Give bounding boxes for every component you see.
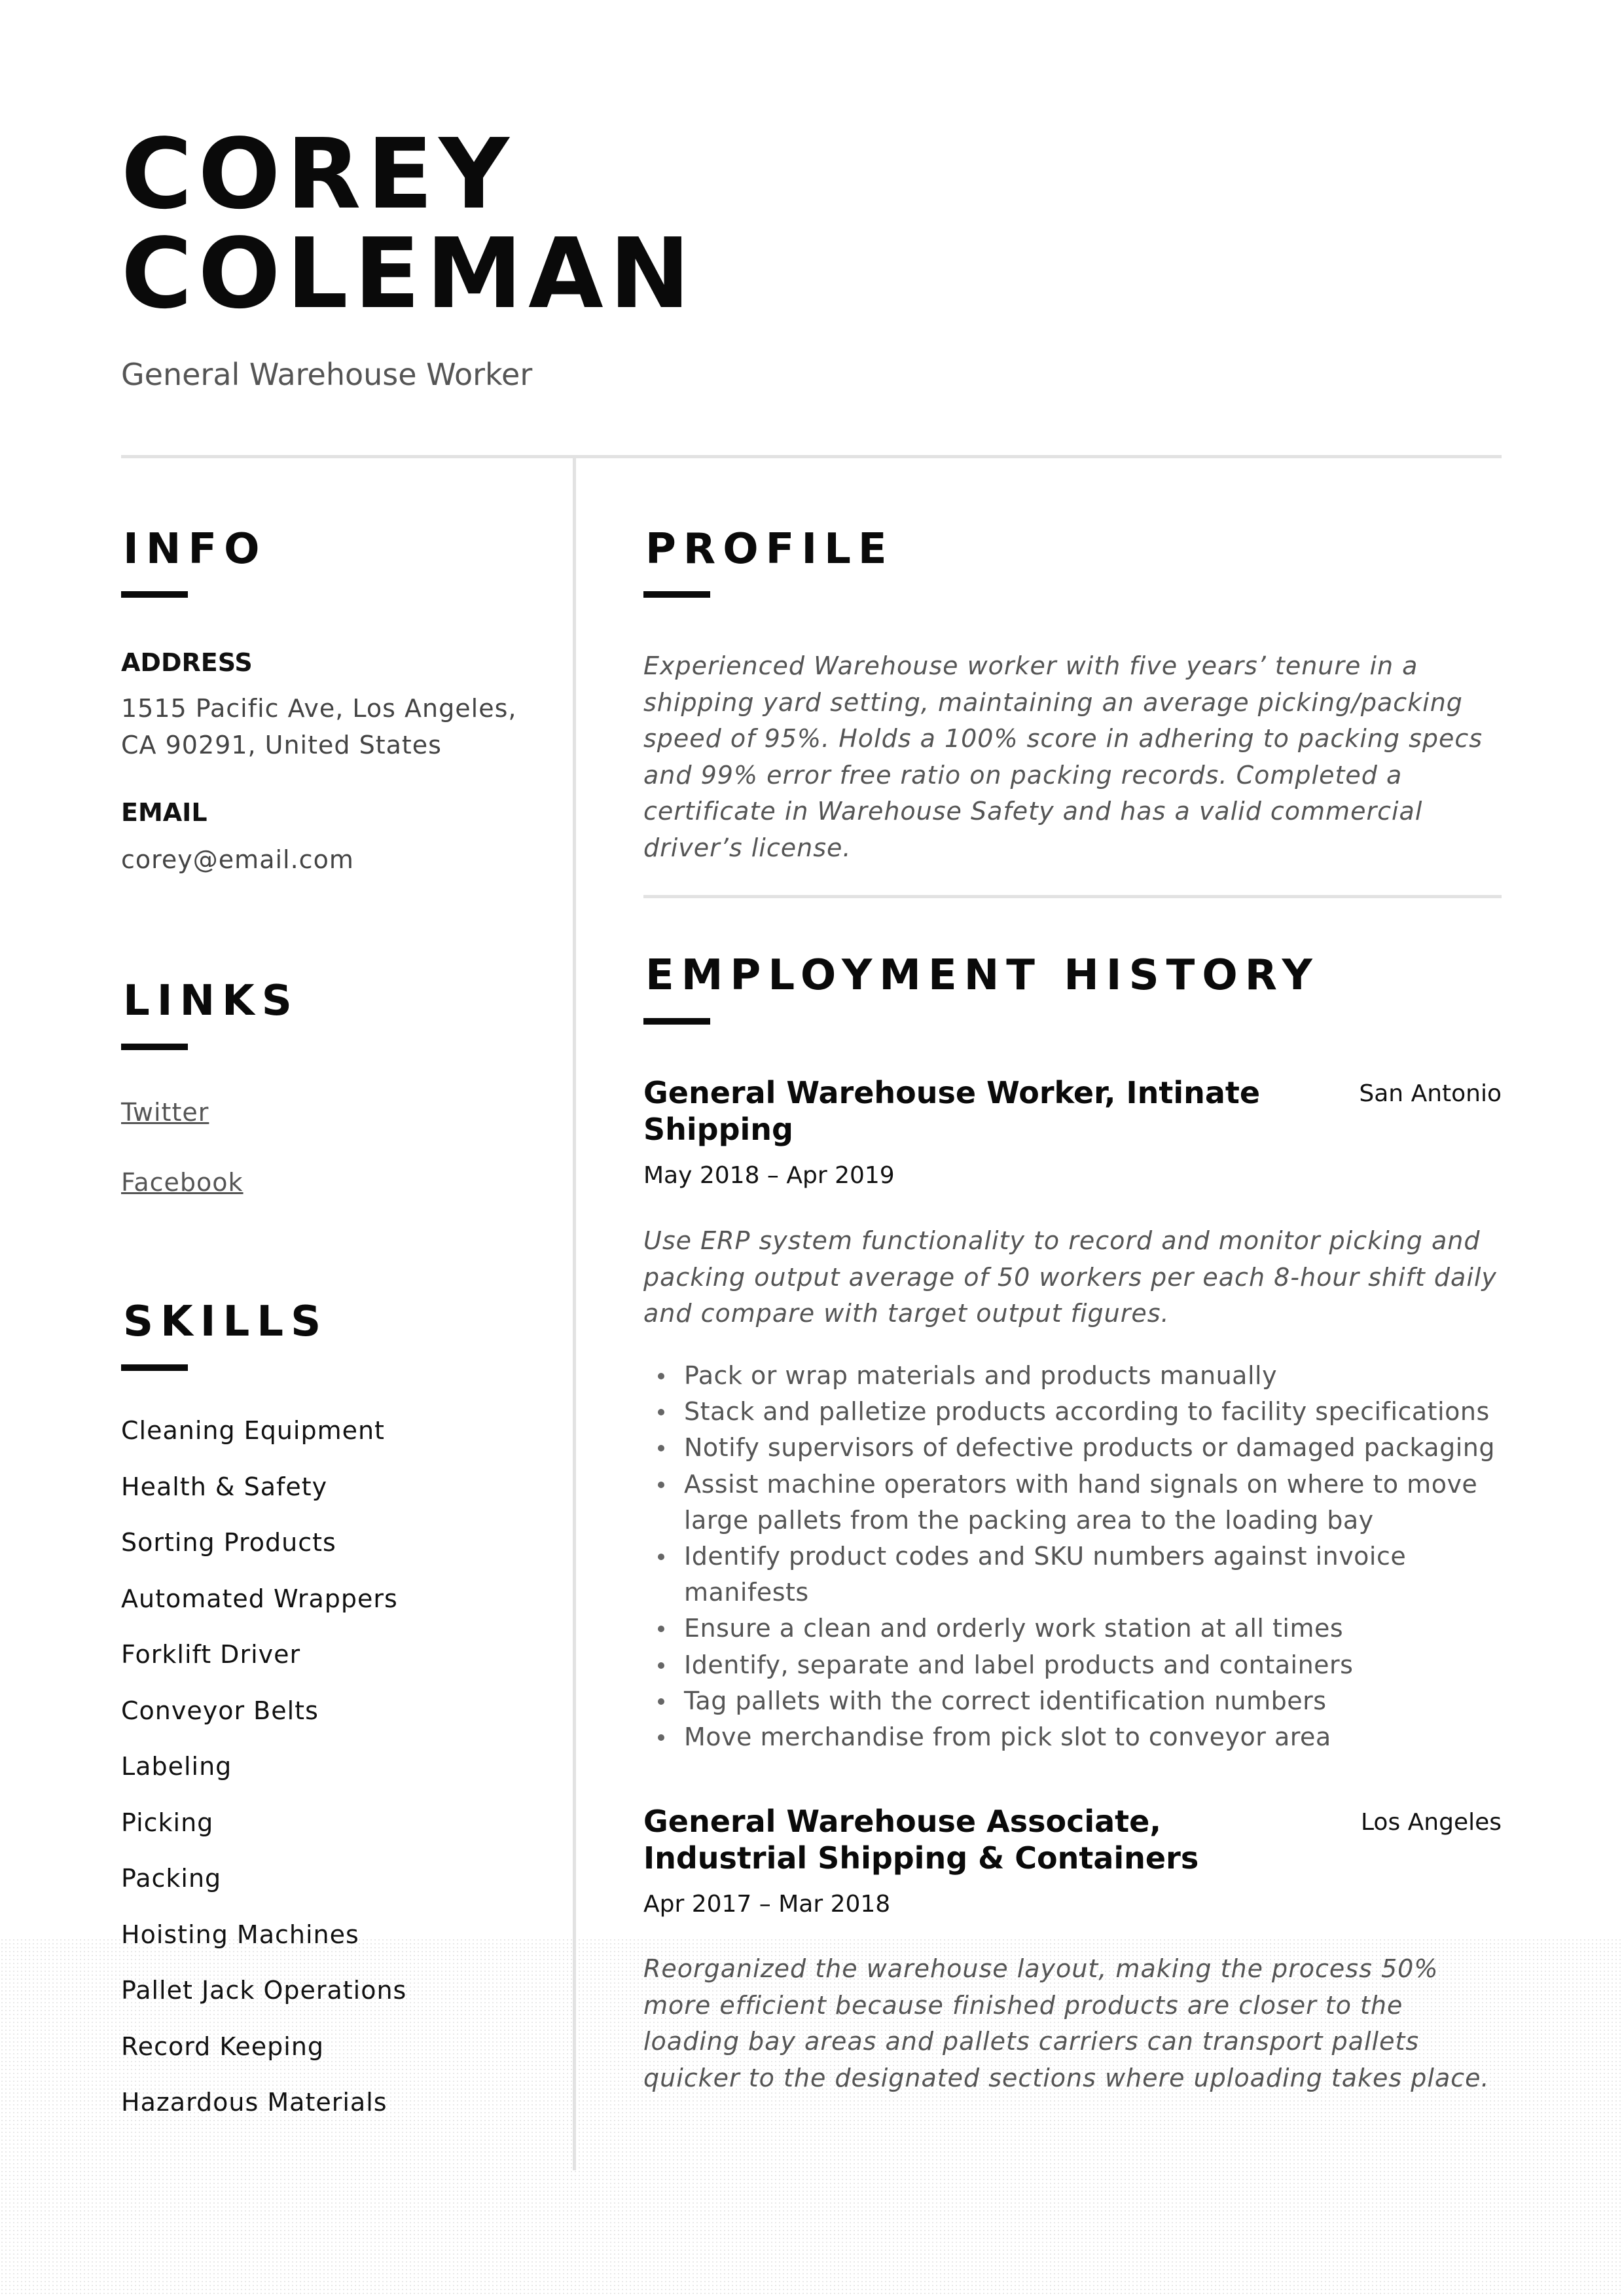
duty-item: Pack or wrap materials and products manually bbox=[684, 1358, 1502, 1394]
name-first: COREY bbox=[121, 118, 515, 230]
info-heading: INFO bbox=[123, 525, 267, 574]
job-1-dates: May 2018 – Apr 2019 bbox=[643, 1162, 895, 1189]
duty-item: Assist machine operators with hand signals on where to move large pallets from the packing area to the loading bay bbox=[684, 1467, 1502, 1539]
email-value: corey@email.com bbox=[121, 845, 354, 874]
duty-item: Move merchandise from pick slot to conveyor area bbox=[684, 1719, 1502, 1755]
skill-item: Sorting Products bbox=[121, 1528, 336, 1557]
skill-item: Conveyor Belts bbox=[121, 1696, 319, 1725]
links-heading: LINKS bbox=[123, 977, 299, 1025]
skills-list bbox=[121, 1416, 406, 2144]
skill-item: Health & Safety bbox=[121, 1472, 328, 1501]
duty-item: Ensure a clean and orderly work station at all times bbox=[684, 1611, 1502, 1647]
profile-heading-bar bbox=[643, 591, 710, 598]
candidate-name bbox=[121, 118, 696, 330]
skills-heading: SKILLS bbox=[123, 1298, 329, 1346]
skill-item: Automated Wrappers bbox=[121, 1584, 398, 1613]
address-label: ADDRESS bbox=[121, 648, 253, 677]
skill-item: Labeling bbox=[121, 1752, 232, 1781]
header-divider bbox=[121, 455, 1502, 458]
job-2-summary: Reorganized the warehouse layout, making the process 50% more efficient because finished products are closer to the loading bay areas and pallets carriers can transport pallets quicker to the designated sections where uploading takes place. bbox=[643, 1954, 1490, 2092]
address-line-1: 1515 Pacific Ave, Los Angeles, bbox=[121, 694, 517, 723]
job-2-dates: Apr 2017 – Mar 2018 bbox=[643, 1891, 891, 1918]
skill-item: Packing bbox=[121, 1864, 222, 1893]
duty-item: Notify supervisors of defective products or damaged packaging bbox=[684, 1430, 1502, 1466]
facebook-link[interactable]: Facebook bbox=[121, 1168, 243, 1197]
skills-heading-bar bbox=[121, 1364, 188, 1371]
job-1-title: General Warehouse Worker, Intinate Shipping bbox=[643, 1075, 1261, 1147]
profile-heading: PROFILE bbox=[645, 525, 894, 574]
job-2-title: General Warehouse Associate, Industrial Shipping & Containers bbox=[643, 1804, 1199, 1876]
job-2-city: Los Angeles bbox=[1361, 1809, 1502, 1836]
address-line-2: CA 90291, United States bbox=[121, 731, 442, 759]
name-last: COLEMAN bbox=[121, 217, 696, 330]
skill-item: Forklift Driver bbox=[121, 1640, 301, 1669]
employment-heading-bar bbox=[643, 1018, 710, 1025]
job-1-summary: Use ERP system functionality to record and monitor picking and packing output average of 50 workers per each 8-hour shift daily and compare with target output figures. bbox=[643, 1226, 1497, 1328]
duty-item: Identify, separate and label products and containers bbox=[684, 1647, 1502, 1683]
job-1-city: San Antonio bbox=[1359, 1080, 1502, 1107]
skill-item: Pallet Jack Operations bbox=[121, 1976, 407, 2005]
skill-item: Cleaning Equipment bbox=[121, 1416, 385, 1445]
links-heading-bar bbox=[121, 1044, 188, 1050]
profile-divider bbox=[643, 895, 1502, 898]
email-label: EMAIL bbox=[121, 798, 207, 827]
job-1-duties bbox=[684, 1358, 1502, 1755]
skill-item: Hazardous Materials bbox=[121, 2088, 387, 2117]
skill-item: Record Keeping bbox=[121, 2032, 325, 2061]
twitter-link[interactable]: Twitter bbox=[121, 1098, 209, 1127]
skill-item: Hoisting Machines bbox=[121, 1920, 359, 1949]
column-divider bbox=[573, 458, 576, 2170]
profile-text: Experienced Warehouse worker with five years’ tenure in a shipping yard setting, maintaining an average picking/packing speed of 95%. Holds a 100% score in adhering to packing specs and 99% error free ratio on packing records. Completed a certificate in Warehouse Safety and has a valid commercial driver’s license. bbox=[643, 651, 1483, 862]
employment-heading: EMPLOYMENT HISTORY bbox=[645, 951, 1320, 1000]
info-heading-bar bbox=[121, 591, 188, 598]
duty-item: Stack and palletize products according to facility specifications bbox=[684, 1394, 1502, 1430]
job-title: General Warehouse Worker bbox=[121, 357, 533, 392]
duty-item: Tag pallets with the correct identification numbers bbox=[684, 1683, 1502, 1719]
skill-item: Picking bbox=[121, 1808, 214, 1837]
duty-item: Identify product codes and SKU numbers against invoice manifests bbox=[684, 1539, 1502, 1611]
